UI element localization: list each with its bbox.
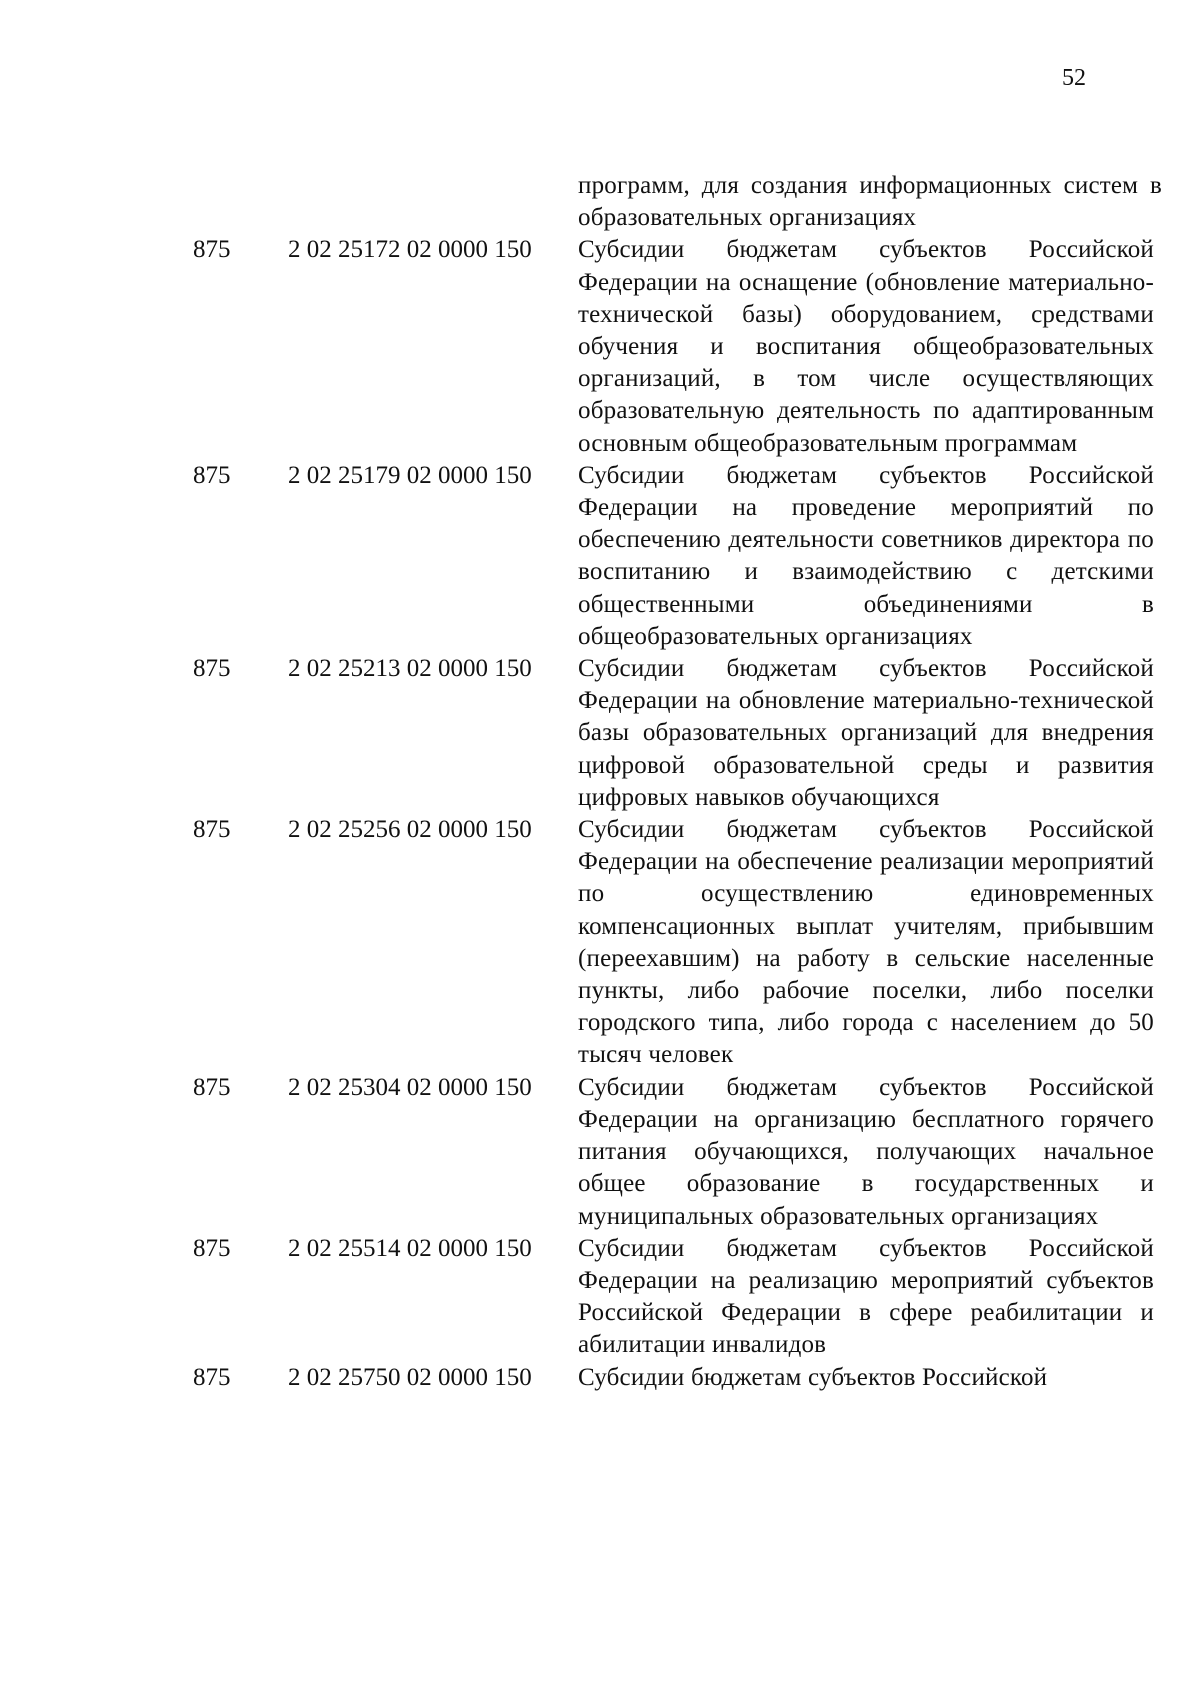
table-row [0,814,1200,1072]
row-description: Субсидии бюджетам субъектов Российской Федерации на реализацию мероприятий субъектов Российской Федерации в сфере реабилитации и абилитации инвалидов [578,1234,1154,1359]
row-description: Субсидии бюджетам субъектов Российской Федерации на обеспечение реализации мероприятий по осуществлению единовременных компенсационных выплат учителям, прибывшим (переехавшим) на работу в сельские населенные пункты, либо рабочие поселки, либо поселки городского типа, либо города с населением до 50 тысяч человек [578,816,1154,1069]
budget-classification-code: 2 02 25750 02 0000 150 [288,1363,532,1391]
table-row [0,1362,1200,1394]
row-description: Субсидии бюджетам субъектов Российской [578,1363,1048,1391]
budget-classification-code: 2 02 25172 02 0000 150 [288,236,532,264]
admin-code: 875 [193,461,231,489]
admin-code: 875 [193,1073,231,1101]
admin-code: 875 [193,655,231,683]
table-row [0,1233,1200,1362]
budget-classification-code: 2 02 25514 02 0000 150 [288,1234,532,1262]
budget-classification-code: 2 02 25179 02 0000 150 [288,461,532,489]
table-row [0,1072,1200,1233]
admin-code: 875 [193,816,231,844]
table-row [0,170,1200,234]
admin-code: 875 [193,236,231,264]
budget-classification-code: 2 02 25304 02 0000 150 [288,1073,532,1101]
row-description: Субсидии бюджетам субъектов Российской Федерации на обновление материально-технической базы образовательных организаций для внедрения цифровой образовательной среды и развития цифровых навыков обучающихся [578,655,1154,811]
table-row [0,234,1200,459]
admin-code: 875 [193,1363,231,1391]
budget-classification-code: 2 02 25256 02 0000 150 [288,816,532,844]
admin-code: 875 [193,1234,231,1262]
row-description: Субсидии бюджетам субъектов Российской Федерации на оснащение (обновление материально-технической базы) оборудованием, средствами обучения и воспитания общеобразовательных организаций, в том числе осуществляющих образовательную деятельность по адаптированным основным общеобразовательным программам [578,236,1154,457]
income-codes-table [0,170,1200,1394]
page-number: 52 [1062,65,1086,91]
row-description: Субсидии бюджетам субъектов Российской Федерации на организацию бесплатного горячего питания обучающихся, получающих начальное общее образование в государственных и муниципальных образовательных организациях [578,1073,1154,1230]
budget-classification-code: 2 02 25213 02 0000 150 [288,655,532,683]
row-description: Субсидии бюджетам субъектов Российской Федерации на проведение мероприятий по обеспечению деятельности советников директора по воспитанию и взаимодействию с детскими общественными объединениями в общеобразовательных организациях [578,461,1154,650]
table-row [0,653,1200,814]
row-description: программ, для создания информационных систем в образовательных организациях [578,172,1162,232]
table-row [0,460,1200,653]
